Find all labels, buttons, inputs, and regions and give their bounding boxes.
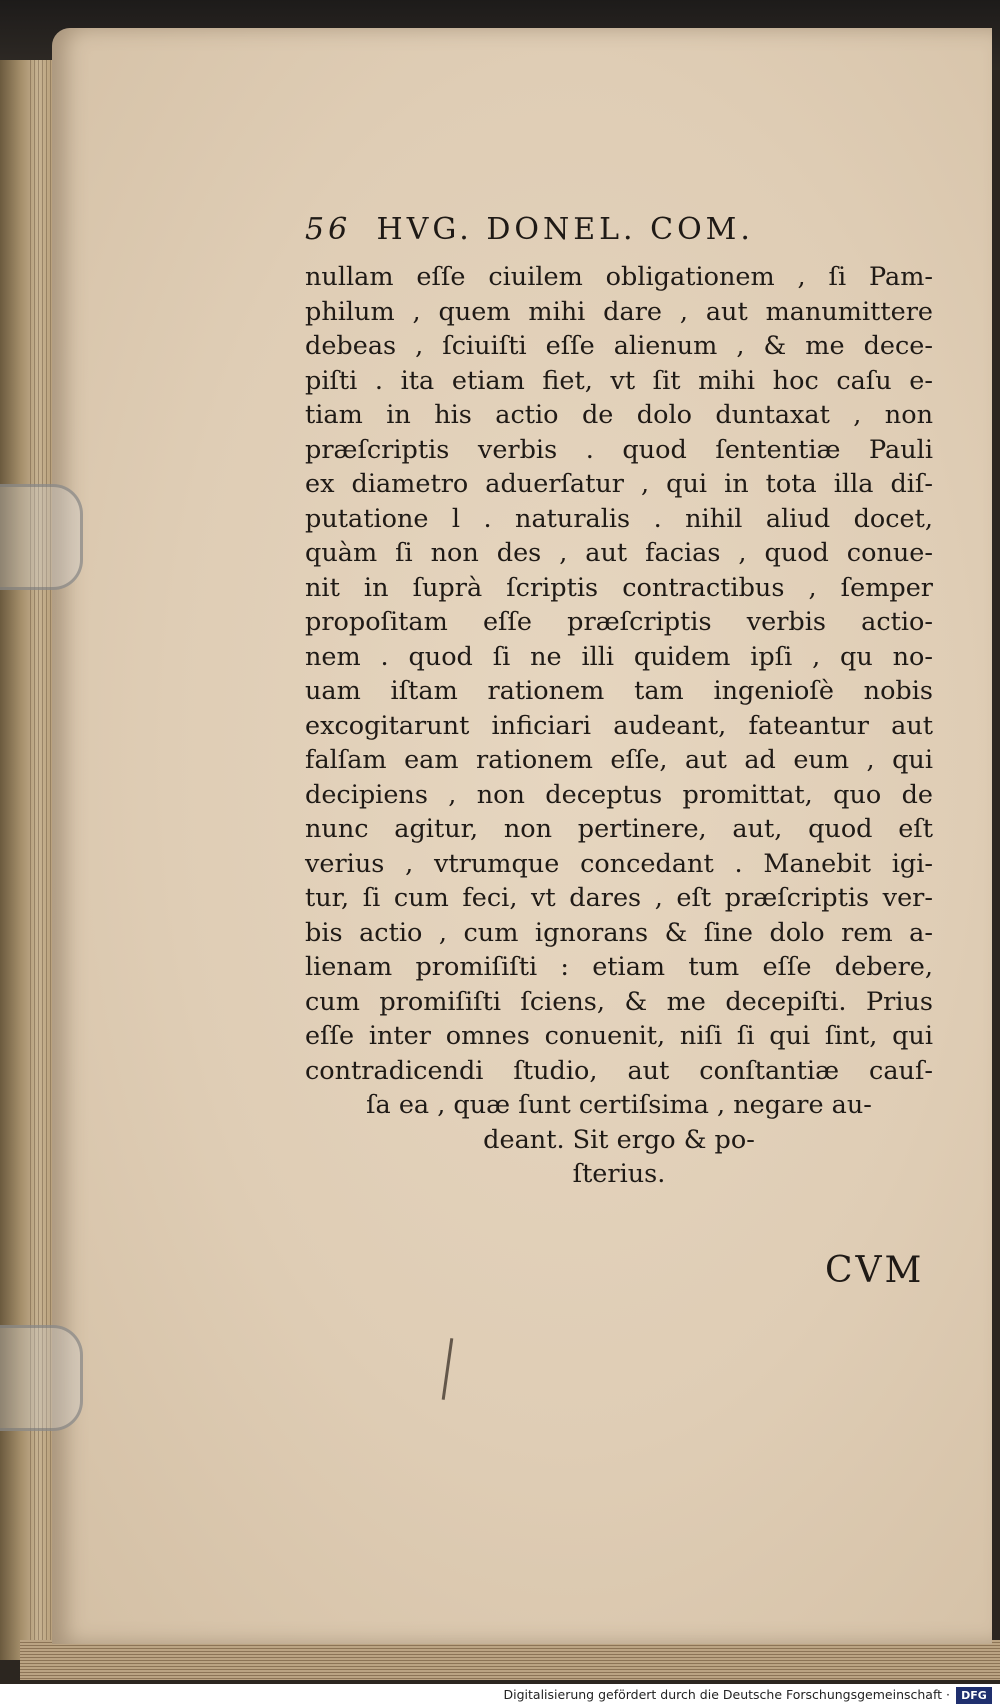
text-line: nem . quod ſi ne illi quidem ipſi , qu no- bbox=[305, 641, 933, 672]
text-line: eſſe inter omnes conuenit, niſi ſi qui ſint, qui bbox=[305, 1021, 933, 1051]
text-line: debeas , ſciuiſti eſſe alienum , & me dece- bbox=[305, 331, 933, 361]
text-line: contradicendi ſtudio, aut conſtantiæ cauſ- bbox=[305, 1055, 933, 1086]
text-line: putatione l . naturalis . nihil aliud docet, bbox=[305, 503, 933, 534]
page-clip-lower bbox=[0, 1325, 83, 1431]
text-line: nullam eſſe ciuilem obligationem , ſi Pam- bbox=[305, 262, 933, 292]
text-line: decipiens , non deceptus promittat, quo de bbox=[305, 779, 933, 810]
page-clip-upper bbox=[0, 484, 83, 590]
body-text bbox=[305, 260, 933, 1192]
text-line: tur, ſi cum feci, vt dares , eſt præſcriptis ver- bbox=[305, 883, 933, 913]
text-line: falſam eam rationem eſſe, aut ad eum , qui bbox=[305, 745, 933, 775]
text-line: philum , quem mihi dare , aut manumittere bbox=[305, 296, 933, 327]
page-number: 56 bbox=[305, 212, 352, 247]
running-head bbox=[305, 212, 754, 247]
text-line: uam iſtam rationem tam ingenioſè nobis bbox=[305, 676, 933, 706]
text-line: nunc agitur, non pertinere, aut, quod eſt bbox=[305, 814, 933, 844]
text-line: lienam promiſiſti : etiam tum eſſe debere, bbox=[305, 952, 933, 982]
text-line: excogitarunt inficiari audeant, fateantur aut bbox=[305, 710, 933, 741]
bottom-page-stack bbox=[20, 1640, 1000, 1680]
text-line: verius , vtrumque concedant . Manebit igi- bbox=[305, 848, 933, 879]
catchword: CVM bbox=[825, 1250, 925, 1291]
text-line: propoſitam eſſe præſcriptis verbis actio- bbox=[305, 607, 933, 637]
dfg-logo: DFG bbox=[956, 1687, 992, 1704]
funding-credit: Digitalisierung gefördert durch die Deutsche Forschungsgemeinschaft · bbox=[503, 1687, 950, 1702]
text-line: tiam in his actio de dolo duntaxat , non bbox=[305, 400, 933, 430]
text-line: ex diametro aduerſatur , qui in tota illa diſ- bbox=[305, 469, 933, 499]
text-line: ſa ea , quæ ſunt certiſsima , negare au- bbox=[366, 1090, 872, 1120]
text-line: bis actio , cum ignorans & ſine dolo rem a- bbox=[305, 917, 933, 948]
running-title: HVG. DONEL. COM. bbox=[376, 212, 754, 247]
text-line: præſcriptis verbis . quod ſententiæ Pauli bbox=[305, 434, 933, 465]
text-line: ſterius. bbox=[572, 1159, 666, 1189]
text-line: nit in ſuprà ſcriptis contractibus , ſemper bbox=[305, 572, 933, 603]
text-line: deant. Sit ergo & po- bbox=[483, 1124, 755, 1155]
text-line: piſti . ita etiam fiet, vt ſit mihi hoc caſu e- bbox=[305, 365, 933, 396]
footer-bar bbox=[0, 1684, 1000, 1708]
text-line: quàm ſi non des , aut facias , quod conue- bbox=[305, 538, 933, 568]
text-line: cum promiſiſti ſciens, & me decepiſti. Prius bbox=[305, 986, 933, 1017]
